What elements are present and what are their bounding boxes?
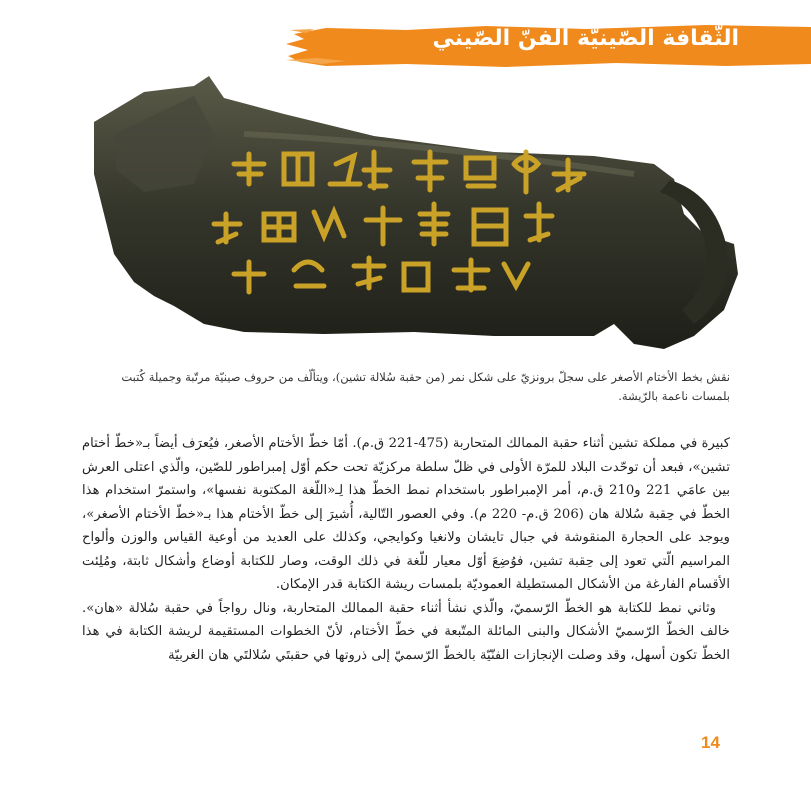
bronze-tiger-seal-image bbox=[74, 74, 741, 362]
paragraph-2: وثاني نمط للكتابة هو الخطّ الرّسميّ، والّذي نشأ أثناء حقبة الممالك المتحاربة، ونال رواجاً في حقبة سُلالة «هان». خالف الخطّ الرّسميّ الأشكال والبنى المائلة المتّبعة في خطّ الأختام، لأنّ الخطوات المستقيمة لريشة الكتابة في هذا الخطّ تكون أسهل، وقد وصلت الإنجازات الفنّيّة بالخطّ الرّسميّ إلى ذروتها في حقبتَي سُلالتَي هان الغربيّة bbox=[82, 600, 730, 663]
caption-line-1: نقش بخط الأختام الأصغر على سجلّ برونزيّ على شكل نمر (من حقبة سُلالة تشين)، ويتألّف من حروف صينيّة مرتّبة وجميلة كُتبت bbox=[121, 370, 730, 384]
page-number: 14 bbox=[701, 733, 720, 752]
paragraph-1: كبيرة في مملكة تشين أثناء حقبة الممالك المتحاربة (475-221 ق.م). أمّا خطّ الأختام الأصغر، فيُعرَف أيضاً بـ«خطّ أختام تشين»، فبعد أن توحّدت البلاد للمرّة الأولى في ظلّ سلطة مركزيّة تحت حكم أوّل إمبراطور للصّين، والّذي اعتلى العرش بين عامَي 221 و210 ق.م، أمر الإمبراطور باستخدام نمط الخطّ هذا لِـ«اللّغة المكتوبة نفسها»، واستمرّ استخدام هذا الخطّ في حِقبة سُلالة هان (206 ق.م- 220 م). وفي العصور التّالية، أُشيرَ إلى خطّ الأختام هذا بـ«خطّ الأختام الأصغر»، ويوجد على الحجارة المنقوشة في جبال تايشان ولانغيا وكوايجي، وكذلك على العديد من أوعية القياس والوزن وألواح المراسيم الّتي تعود إلى حِقبة تشين، فوُضِعَ أوّل معيار للّغة في ذلك الوقت، وصار للكتابة أوضاع وأشكال ثابتة، ومُلِئت الأقسام الفارغة من الأشكال المستطيلة العموديّة بلمسات ريشة الكتابة قدر الإمكان. bbox=[82, 436, 731, 592]
caption-line-2: بلمسات ناعمة بالرّيشة. bbox=[618, 389, 730, 403]
page-title: الثّقافة الصّينيّة الفنّ الصّيني bbox=[432, 26, 739, 51]
body-text bbox=[82, 432, 730, 667]
image-caption bbox=[82, 368, 730, 406]
